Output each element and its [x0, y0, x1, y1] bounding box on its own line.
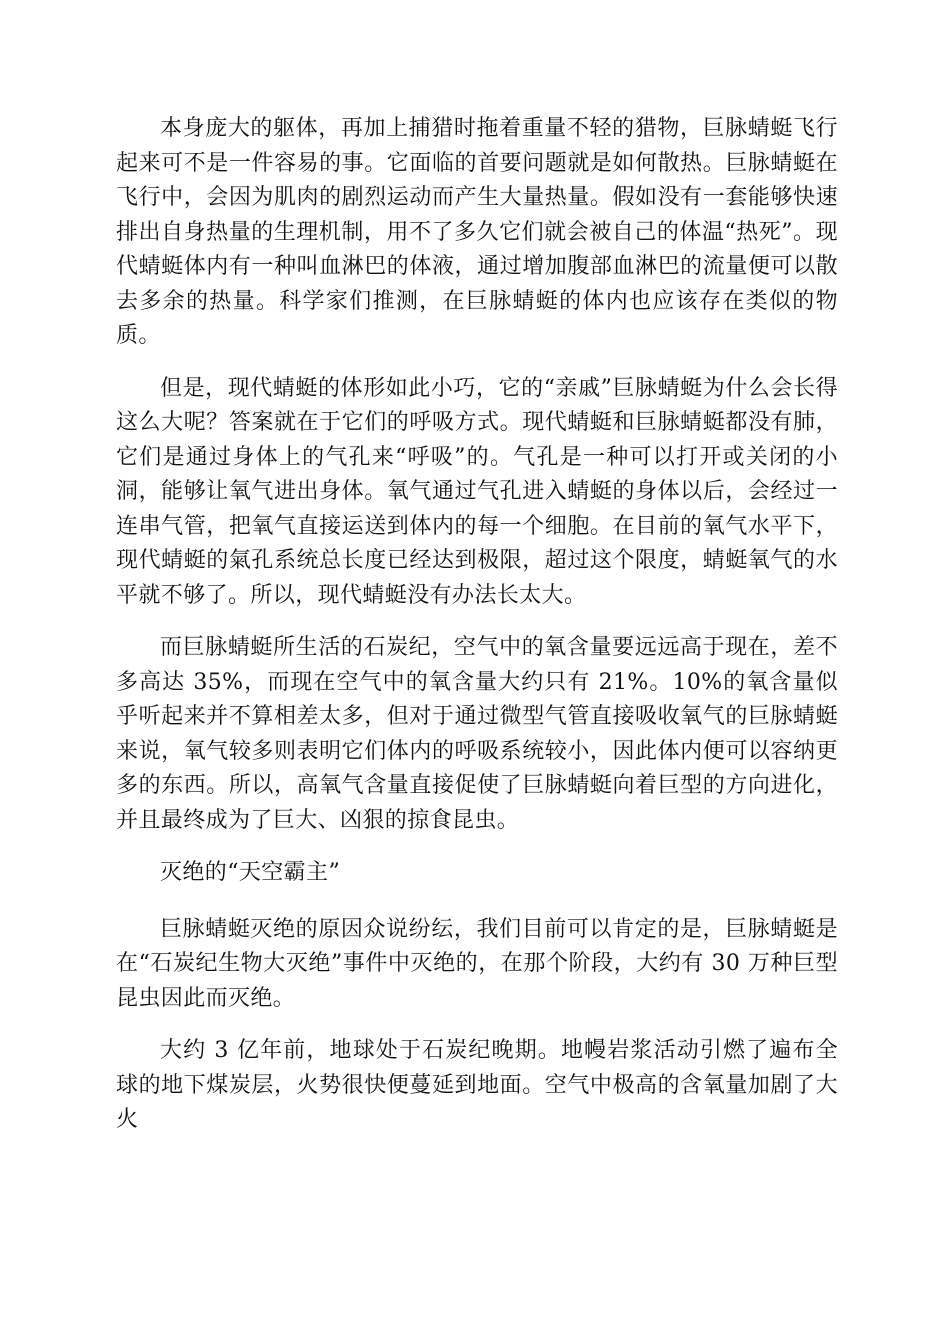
paragraph-breathing: 但是，现代蜻蜓的体形如此小巧，它的“亲戚”巨脉蜻蜓为什么会长得这么大呢？答案就在于它们的呼吸方式。现代蜻蜓和巨脉蜻蜓都没有肺，它们是通过身体上的气孔来“呼吸”的。气孔是一种可以打开或关闭的小洞，能够让氧气进出身体。氧气通过气孔进入蜻蜓的身体以后，会经过一连串气管，把氧气直接运送到体内的每一个细胞。在目前的氧气水平下，现代蜻蜓的氣孔系统总长度已经达到极限，超过这个限度，蜻蜓氧气的水平就不够了。所以，现代蜻蜓没有办法长太大。 — [116, 375, 838, 608]
paragraph-heat-dissipation: 本身庞大的躯体，再加上捕猎时拖着重量不轻的猎物，巨脉蜻蜓飞行起来可不是一件容易的事。它面临的首要问题就是如何散热。巨脉蜻蜓在飞行中，会因为肌肉的剧烈运动而产生大量热量。假如没有一套能够快速排出自身热量的生理机制，用不了多久它们就会被自己的体温“热死”。现代蜻蜓体内有一种叫血淋巴的体液，通过增加腹部血淋巴的流量便可以散去多余的热量。科学家们推测，在巨脉蜻蜓的体内也应该存在类似的物质。 — [116, 116, 838, 348]
section-heading: 灭绝的“天空霸主” — [160, 860, 341, 885]
paragraph-extinction: 巨脉蜻蜓灭绝的原因众说纷纭，我们目前可以肯定的是，巨脉蜻蜓是在“石炭纪生物大灭绝”事件中灭绝的，在那个阶段，大约有 30 万种巨型昆虫因此而灭绝。 — [116, 916, 838, 1011]
paragraph-late-carboniferous: 大约 3 亿年前，地球处于石炭纪晚期。地幔岩浆活动引燃了遍布全球的地下煤炭层，火势很快便蔓延到地面。空气中极高的含氧量加剧了大火 — [116, 1038, 838, 1132]
paragraph-oxygen-level: 而巨脉蜻蜓所生活的石炭纪，空气中的氧含量要远远高于现在，差不多高达 35%，而现在空气中的氧含量大约只有 21%。10%的氧含量似乎听起来并不算相差太多，但对于通过微型气管直接吸收氧气的巨脉蜻蜓来说，氧气较多则表明它们体内的呼吸系统较小，因此体内便可以容纳更多的东西。所以，高氧气含量直接促使了巨脉蜻蜓向着巨型的方向进化，并且最终成为了巨大、凶狠的掠食昆虫。 — [116, 635, 838, 833]
document-body — [116, 112, 838, 1138]
